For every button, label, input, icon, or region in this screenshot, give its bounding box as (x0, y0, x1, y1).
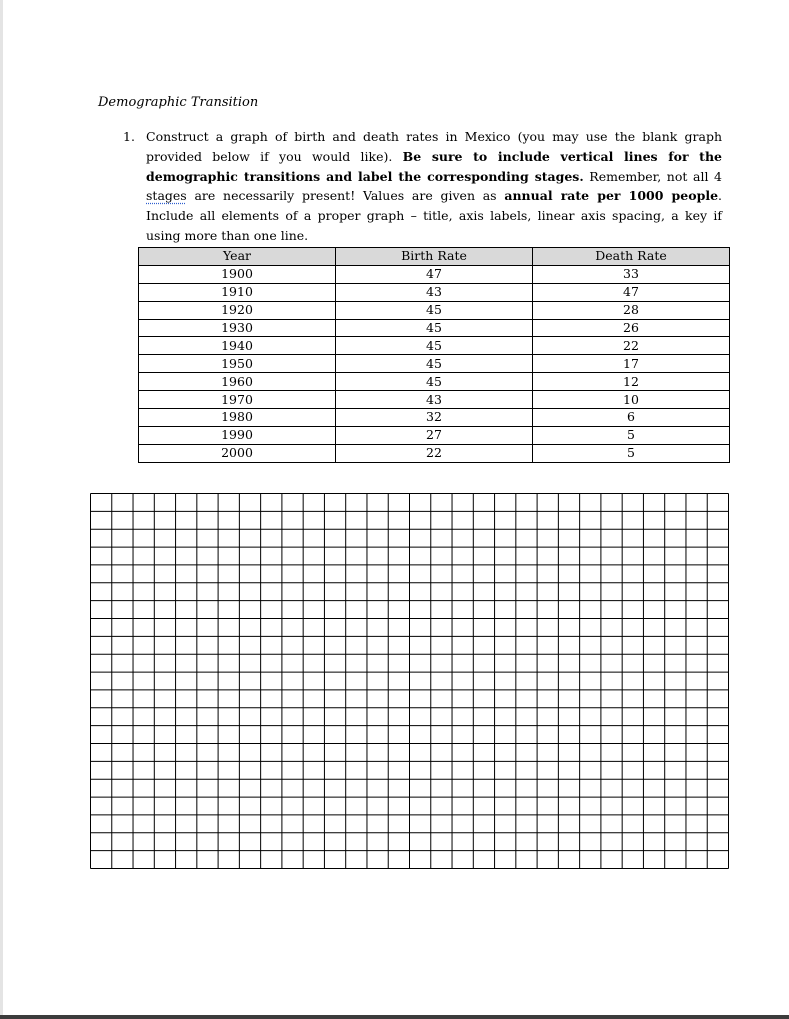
table-row (139, 373, 730, 391)
cell-birth-rate: 45 (336, 355, 533, 373)
cell-birth-rate: 27 (336, 426, 533, 444)
cell-year: 1930 (139, 319, 336, 337)
page-bottom-edge (0, 1015, 789, 1019)
cell-death-rate: 17 (533, 355, 730, 373)
question-text-segment: are necessarily present! Values are given as (186, 188, 505, 204)
cell-year: 1980 (139, 409, 336, 427)
cell-birth-rate: 45 (336, 337, 533, 355)
cell-death-rate: 12 (533, 373, 730, 391)
question-text-segment: . Include all elements of a proper graph – title, axis labels, linear axis spacing, a key if using more than one line. (146, 188, 723, 243)
question-emphasis: Be sure to include vertical lines for the demographic transitions and label the corresponding stages. (146, 148, 723, 184)
question-text-segment: Construct a graph of birth and death rates in Mexico (you may use the blank graph provided below if you would like). (146, 129, 722, 164)
cell-birth-rate: 32 (336, 409, 533, 427)
cell-birth-rate: 43 (336, 283, 533, 301)
table-row (139, 355, 730, 373)
cell-death-rate: 33 (533, 265, 730, 283)
cell-year: 1920 (139, 301, 336, 319)
table-row (139, 409, 730, 427)
cell-birth-rate: 45 (336, 373, 533, 391)
table-row (139, 283, 730, 301)
cell-year: 1970 (139, 391, 336, 409)
cell-birth-rate: 22 (336, 444, 533, 462)
blank-graph-grid (90, 493, 730, 870)
question-emphasis: annual rate per 1000 people (504, 188, 719, 204)
cell-year: 1950 (139, 355, 336, 373)
table-row (139, 426, 730, 444)
cell-year: 2000 (139, 444, 336, 462)
column-header-year: Year (139, 248, 336, 266)
rates-table (138, 247, 730, 463)
cell-year: 1910 (139, 283, 336, 301)
table-row (139, 319, 730, 337)
question-text (146, 127, 722, 246)
section-title: Demographic Transition (98, 95, 259, 110)
cell-birth-rate: 45 (336, 319, 533, 337)
cell-death-rate: 28 (533, 301, 730, 319)
cell-death-rate: 5 (533, 426, 730, 444)
table-row (139, 444, 730, 462)
column-header-birth-rate: Birth Rate (336, 248, 533, 266)
cell-death-rate: 6 (533, 409, 730, 427)
table-row (139, 391, 730, 409)
question-text-segment: Remember, not all 4 (583, 168, 723, 184)
cell-death-rate: 5 (533, 444, 730, 462)
table-row (139, 337, 730, 355)
cell-year: 1990 (139, 426, 336, 444)
cell-birth-rate: 45 (336, 301, 533, 319)
cell-death-rate: 26 (533, 319, 730, 337)
table-row (139, 265, 730, 283)
cell-year: 1940 (139, 337, 336, 355)
table-row (139, 301, 730, 319)
question-spellcheck-word: stages (146, 188, 187, 204)
cell-death-rate: 10 (533, 391, 730, 409)
question-number: 1. (123, 129, 135, 144)
cell-death-rate: 22 (533, 337, 730, 355)
table-header-row (139, 248, 730, 266)
cell-year: 1960 (139, 373, 336, 391)
cell-birth-rate: 47 (336, 265, 533, 283)
cell-year: 1900 (139, 265, 336, 283)
cell-birth-rate: 43 (336, 391, 533, 409)
page-left-edge (0, 0, 3, 1019)
cell-death-rate: 47 (533, 283, 730, 301)
column-header-death-rate: Death Rate (533, 248, 730, 266)
